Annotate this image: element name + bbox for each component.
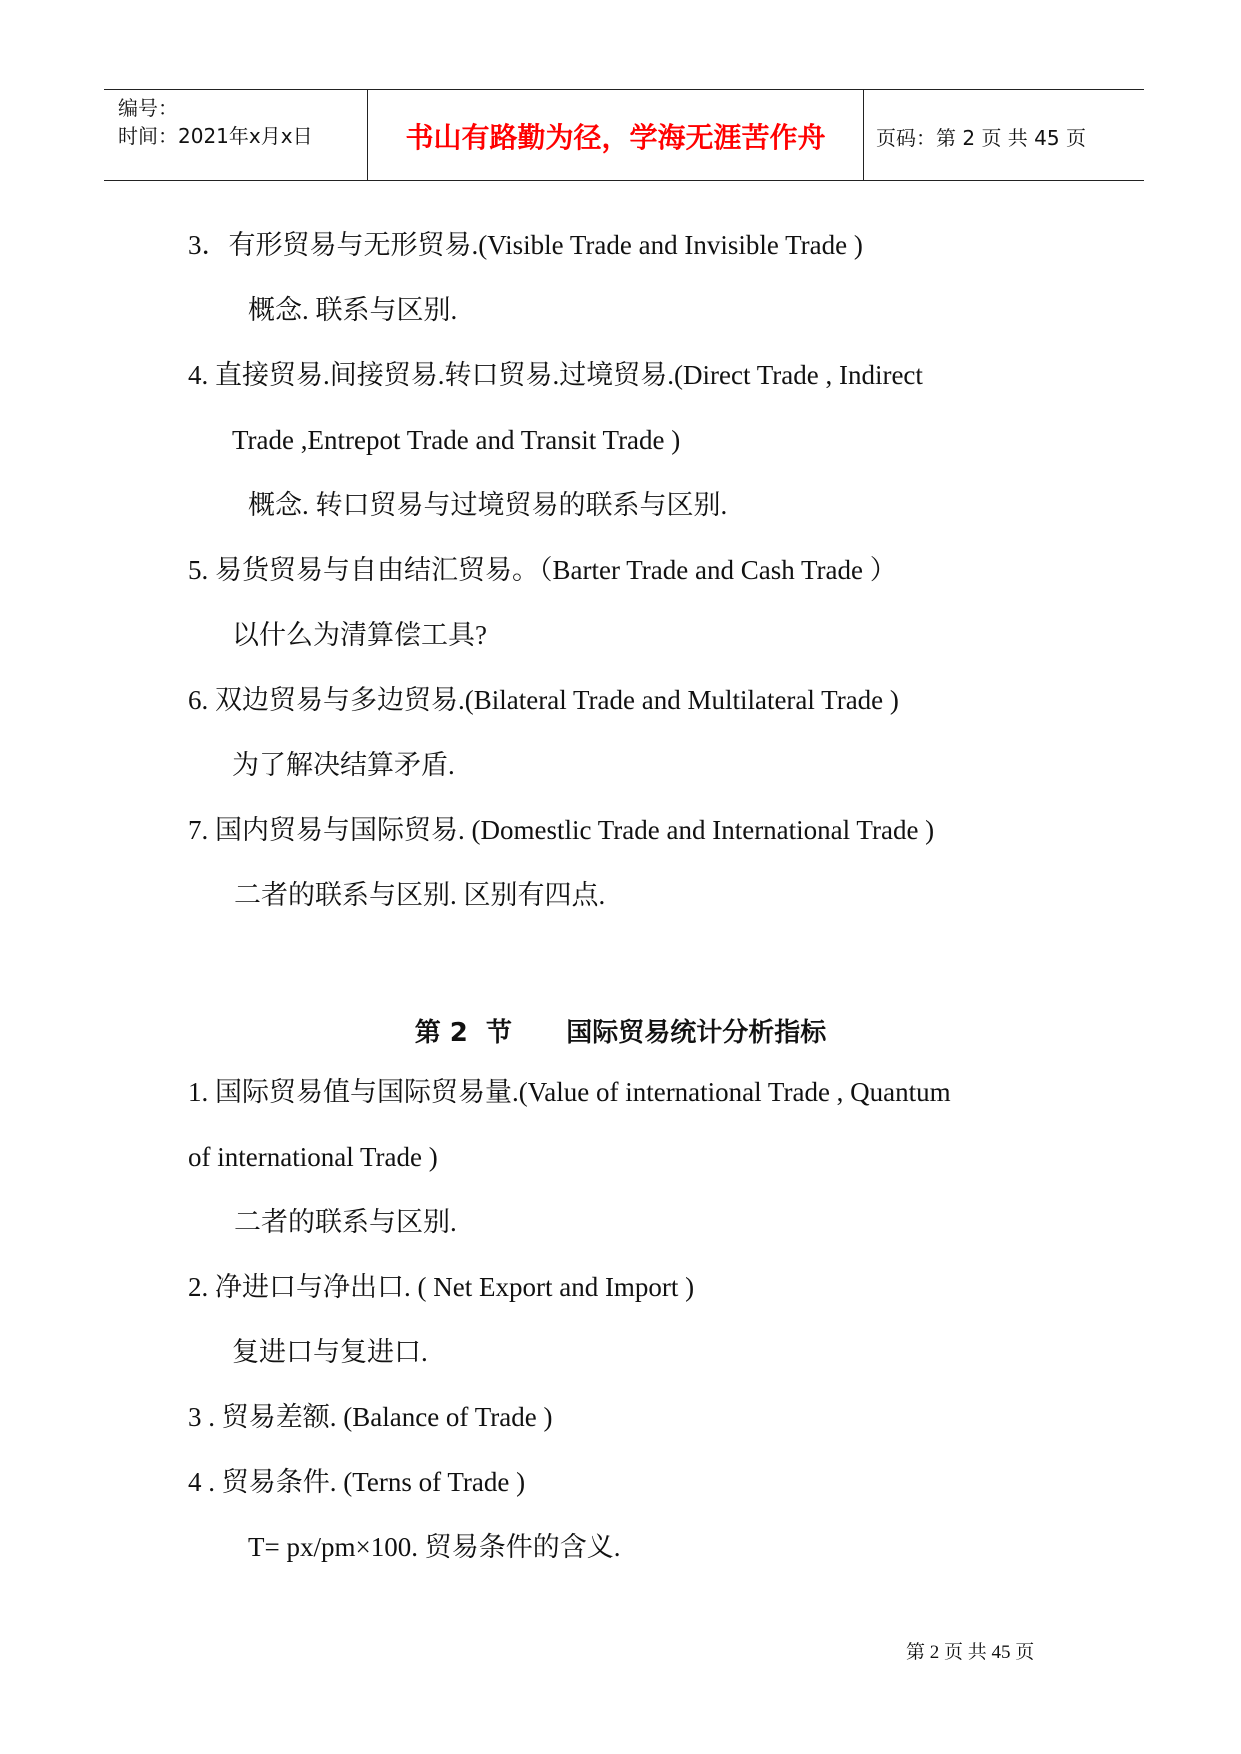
item-terms-of-trade-formula: T= px/pm×100. 贸易条件的含义. [248, 1532, 621, 1562]
item-barter-cash-note: 以什么为清算偿工具? [232, 620, 487, 650]
item-net-export-import-note: 复进口与复进口. [232, 1337, 428, 1367]
document-time-label: 时间：2021年x月x日 [118, 124, 313, 148]
item-bilateral-multilateral-trade: 6. 双边贸易与多边贸易.(Bilateral Trade and Multilateral Trade ) [188, 685, 899, 715]
item-value-quantum-trade-cont: of international Trade ) [188, 1142, 438, 1172]
header-motto: 书山有路勤为径，学海无涯苦作舟 [405, 121, 826, 154]
item-bilateral-multilateral-note: 为了解决结算矛盾. [232, 750, 455, 780]
document-header [104, 89, 1144, 181]
item-domestic-international-note: 二者的联系与区别. 区别有四点. [234, 880, 606, 910]
page-footer: 第 2 页 共 45 页 [906, 1642, 1035, 1663]
item-balance-of-trade: 3 . 贸易差额. (Balance of Trade ) [188, 1402, 553, 1432]
header-meta-cell [104, 90, 368, 180]
item-direct-indirect-note: 概念. 转口贸易与过境贸易的联系与区别. [248, 490, 728, 520]
section-title: 第 2 节 国际贸易统计分析指标 [414, 1018, 827, 1048]
item-direct-indirect-trade: 4. 直接贸易.间接贸易.转口贸易.过境贸易.(Direct Trade , Indirect [188, 360, 923, 390]
header-page-cell [864, 90, 1144, 180]
item-terms-of-trade: 4 . 贸易条件. (Terns of Trade ) [188, 1467, 526, 1497]
header-page-code: 页码：第 2 页 共 45 页 [876, 126, 1086, 150]
item-direct-indirect-trade-cont: Trade ,Entrepot Trade and Transit Trade ) [232, 425, 681, 455]
item-value-quantum-trade: 1. 国际贸易值与国际贸易量.(Value of international Trade , Quantum [188, 1077, 951, 1107]
item-value-quantum-note: 二者的联系与区别. [234, 1207, 457, 1237]
item-visible-invisible-note: 概念. 联系与区别. [248, 295, 458, 325]
header-motto-cell [368, 90, 864, 180]
item-barter-cash-trade: 5. 易货贸易与自由结汇贸易。（Barter Trade and Cash Trade ） [188, 555, 897, 585]
item-net-export-import: 2. 净进口与净出口. ( Net Export and Import ) [188, 1272, 695, 1302]
item-visible-invisible-trade: 3．有形贸易与无形贸易.(Visible Trade and Invisible Trade ) [188, 230, 863, 260]
item-domestic-international-trade: 7. 国内贸易与国际贸易. (Domestlic Trade and International Trade ) [188, 815, 935, 845]
document-number-label: 编号： [118, 96, 178, 120]
